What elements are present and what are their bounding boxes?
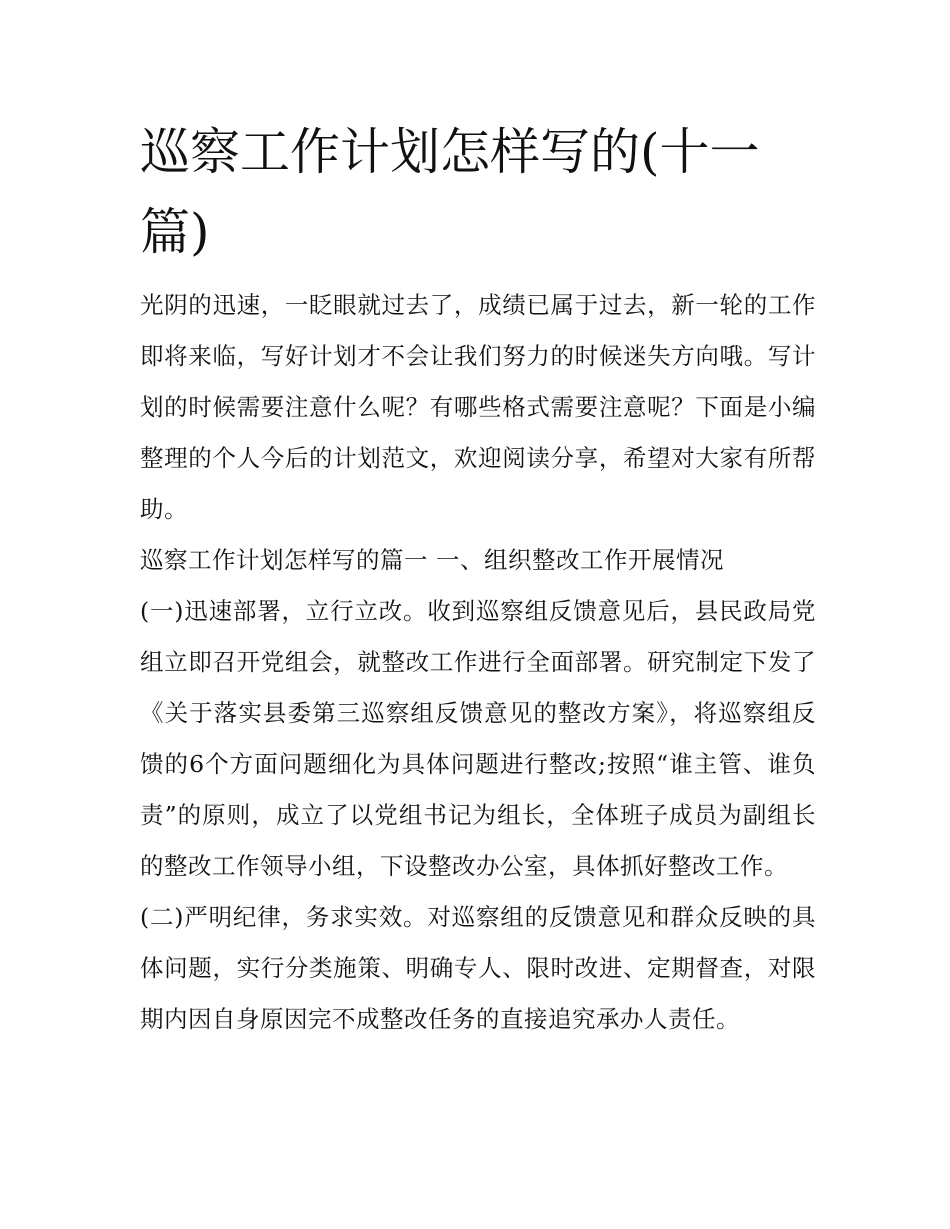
intro-paragraph: 光阴的迅速，一眨眼就过去了，成绩已属于过去，新一轮的工作即将来临，写好计划才不会让我们努力的时候迷失方向哦。写计划的时候需要注意什么呢？有哪些格式需要注意呢？下面是小编整理的个人今后的计划范文，欢迎阅读分享，希望对大家有所帮助。: [140, 291, 816, 523]
paragraph-2: (二)严明纪律，务求实效。对巡察组的反馈意见和群众反映的具体问题，实行分类施策、明确专人、限时改进、定期督查，对限期内因自身原因完不成整改任务的直接追究承办人责任。: [140, 903, 816, 1033]
document-body: [140, 280, 816, 1045]
section-heading: 巡察工作计划怎样写的篇一 一、组织整改工作开展情况: [140, 546, 724, 574]
document-title: 巡察工作计划怎样写的(十一篇): [140, 123, 760, 261]
paragraph-1: (一)迅速部署，立行立改。收到巡察组反馈意见后，县民政局党组立即召开党组会，就整改工作进行全面部署。研究制定下发了《关于落实县委第三巡察组反馈意见的整改方案》，将巡察组反馈的6个方面问题细化为具体问题进行整改;按照“谁主管、谁负责”的原则，成立了以党组书记为组长，全体班子成员为副组长的整改工作领导小组，下设整改办公室，具体抓好整改工作。: [140, 597, 816, 880]
